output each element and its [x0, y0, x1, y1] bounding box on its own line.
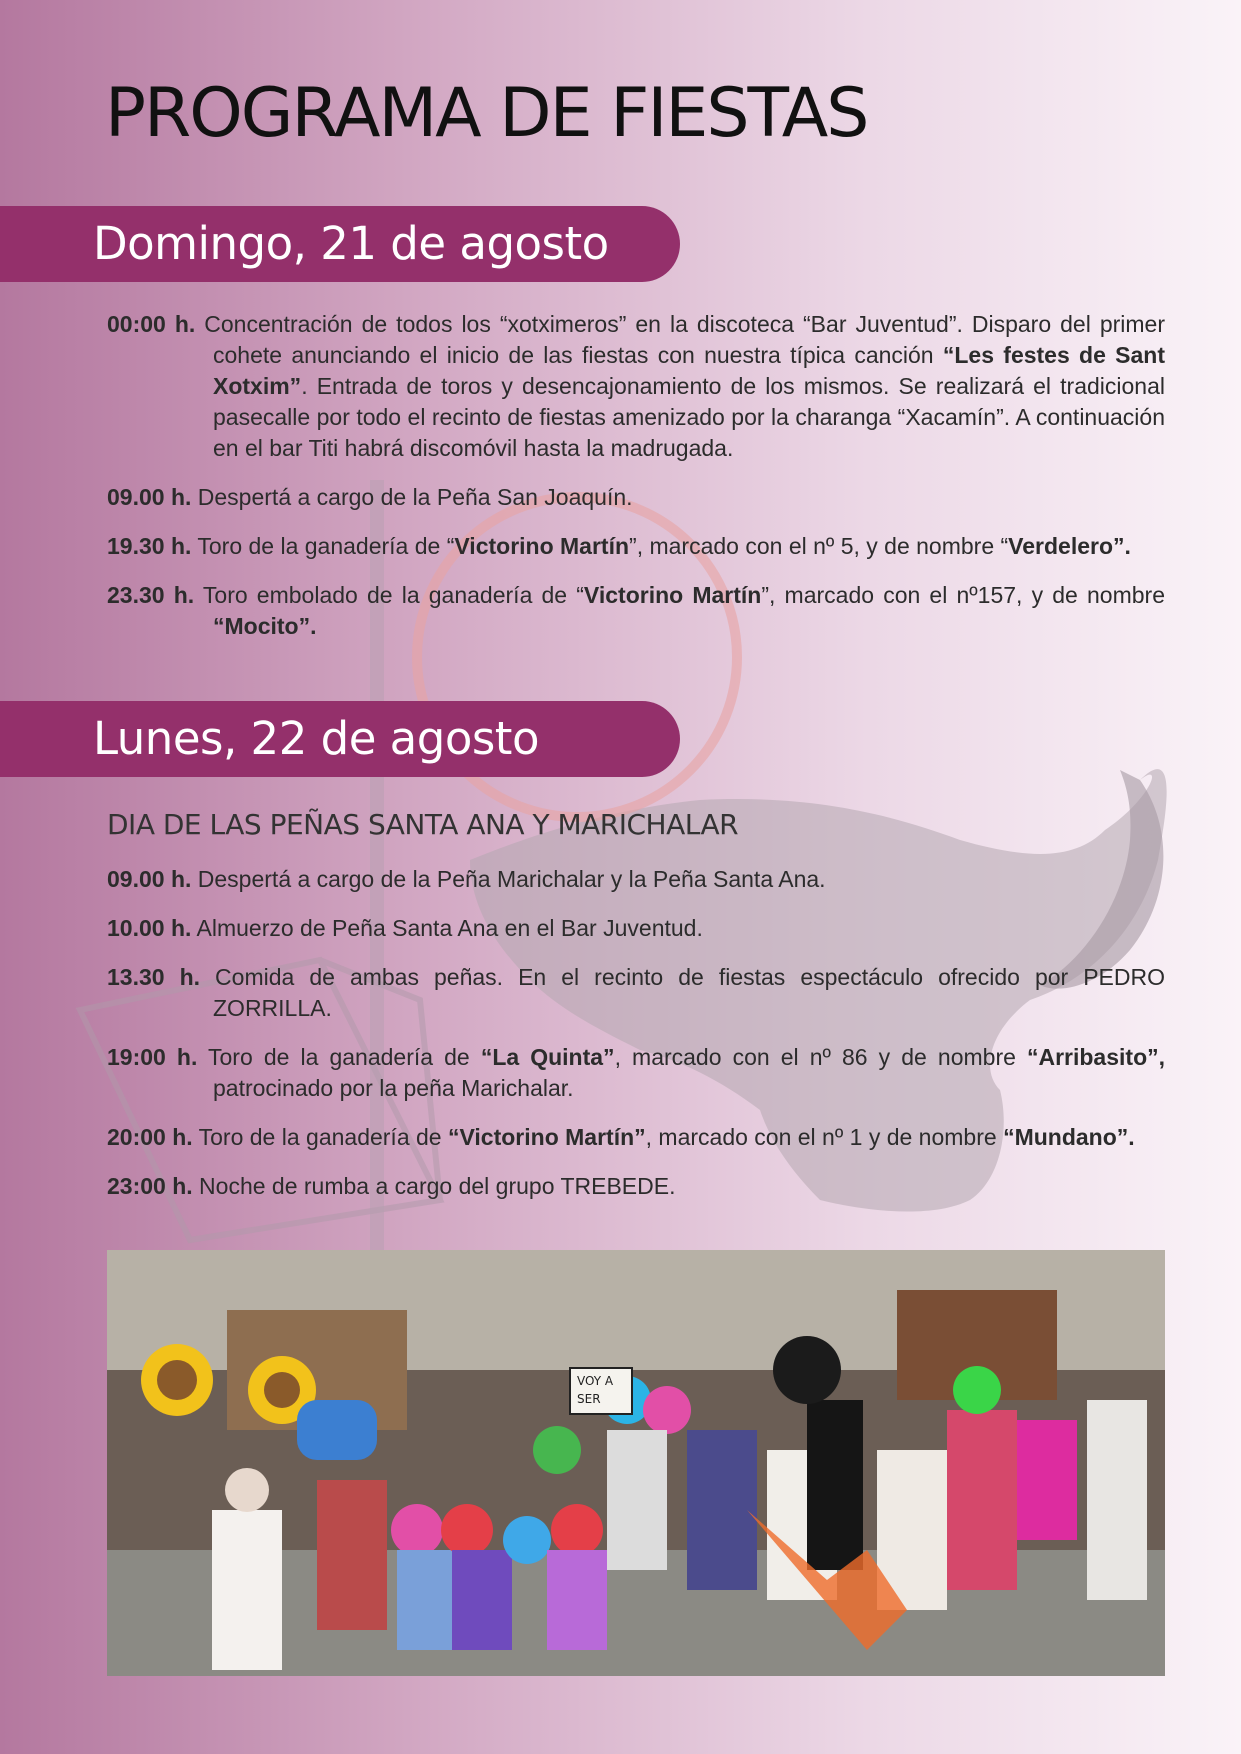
event-time: 23.30 h.: [107, 582, 195, 608]
event-text: , marcado con el nº 1 y de nombre: [645, 1124, 1004, 1150]
event-item: [107, 1122, 1165, 1153]
event-text: patrocinado por la peña Marichalar.: [213, 1075, 574, 1101]
event-time: 23:00 h.: [107, 1173, 193, 1199]
photo-sign-line-2: SER: [577, 1392, 601, 1406]
day-heading: Lunes, 22 de agosto: [93, 712, 539, 765]
event-text: Toro de la ganadería de: [192, 1124, 448, 1150]
event-text: , marcado con el nº 86 y de nombre: [614, 1044, 1027, 1070]
event-text: . Entrada de toros y desencajonamiento de los mismos. Se realizará el tradicional pasecalle por todo el recinto de fiestas amenizado por la charanga “Xacamín”. A continuación en el bar Titi habrá discomóvil hasta la madrugada.: [213, 373, 1165, 461]
event-highlight: Victorino Martín: [583, 582, 762, 608]
event-highlight: “Victorino Martín”: [447, 1124, 646, 1150]
event-item: [107, 864, 1165, 895]
event-highlight: “La Quinta”: [480, 1044, 615, 1070]
event-text: Comida de ambas peñas. En el recinto de fiestas espectáculo ofrecido por PEDRO ZORRILLA.: [200, 964, 1166, 1021]
event-text: ”, marcado con el nº157, y de nombre: [761, 582, 1165, 608]
event-text: Toro de la ganadería de: [197, 1044, 481, 1070]
event-time: 13.30 h.: [107, 964, 201, 990]
event-item: [107, 913, 1165, 944]
event-text: Toro de la ganadería de “: [191, 533, 455, 559]
event-highlight: “Mocito”.: [213, 613, 317, 639]
event-text: Toro embolado de la ganadería de “: [194, 582, 584, 608]
event-time: 09.00 h.: [107, 866, 192, 892]
event-highlight: Verdelero”.: [1008, 533, 1131, 559]
event-item: [107, 482, 1165, 513]
event-text: Despertá a cargo de la Peña San Joaquín.: [191, 484, 633, 510]
event-time: 09.00 h.: [107, 484, 192, 510]
event-item: [107, 580, 1165, 642]
event-item: [107, 1171, 1165, 1202]
event-time: 10.00 h.: [107, 915, 192, 941]
photo-sign-line-1: VOY A: [577, 1374, 614, 1388]
event-text: Despertá a cargo de la Peña Marichalar y la Peña Santa Ana.: [191, 866, 826, 892]
event-item: [107, 962, 1165, 1024]
event-time: 19:00 h.: [107, 1044, 198, 1070]
event-text: ”, marcado con el nº 5, y de nombre “: [629, 533, 1009, 559]
day-subtitle: DIA DE LAS PEÑAS SANTA ANA Y MARICHALAR: [107, 808, 739, 841]
day-heading: Domingo, 21 de agosto: [93, 217, 609, 270]
day-banner-monday: [0, 701, 680, 777]
event-highlight: Victorino Martín: [454, 533, 630, 559]
event-text: Concentración de todos los “xotximeros” en la discoteca “Bar Juventud”. Disparo del primer cohete anunciando el inicio de las fiestas con nuestra típica canción: [195, 311, 1166, 368]
event-item: [107, 1042, 1165, 1104]
day-banner-sunday: [0, 206, 680, 282]
event-text: Noche de rumba a cargo del grupo TREBEDE.: [192, 1173, 676, 1199]
page-title: PROGRAMA DE FIESTAS: [105, 74, 868, 153]
event-list-sunday: [107, 309, 1165, 660]
event-highlight: “Mundano”.: [1003, 1124, 1135, 1150]
event-time: 00:00 h.: [107, 311, 196, 337]
group-photo: [107, 1250, 1165, 1676]
event-time: 19.30 h.: [107, 533, 192, 559]
event-highlight: “Arribasito”,: [1026, 1044, 1166, 1070]
event-item: [107, 309, 1165, 464]
event-item: [107, 531, 1165, 562]
event-highlight: “Les festes de Sant Xotxim”: [213, 342, 1166, 399]
event-list-monday: [107, 864, 1165, 1220]
event-text: Almuerzo de Peña Santa Ana en el Bar Juventud.: [191, 915, 703, 941]
event-time: 20:00 h.: [107, 1124, 193, 1150]
